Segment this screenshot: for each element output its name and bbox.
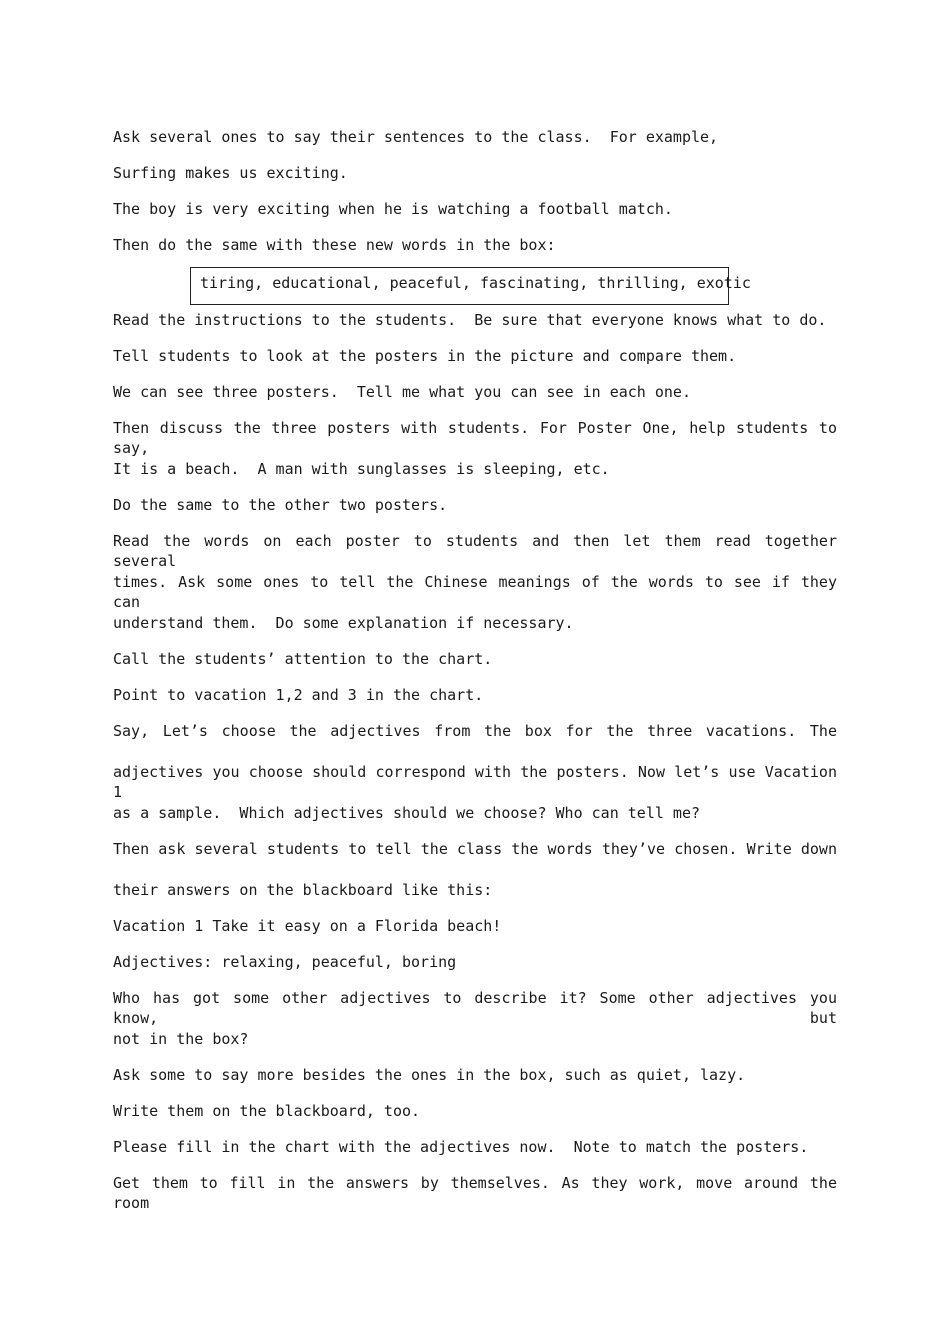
vocabulary-words: tiring, educational, peaceful, fascinating, thrilling, exotic bbox=[200, 274, 751, 292]
text-line: Do the same to the other two posters. bbox=[113, 496, 448, 514]
text-line: Ask some to say more besides the ones in the box, such as quiet, lazy. bbox=[113, 1066, 746, 1084]
text-line: Ask several ones to say their sentences to the class. For example, bbox=[113, 128, 719, 146]
text-line: Say, Let’s choose the adjectives from the box for the three vacations. The bbox=[113, 722, 837, 740]
text-line: Surfing makes us exciting. bbox=[113, 164, 348, 182]
text-line: Get them to fill in the answers by themselves. As they work, move around the room bbox=[113, 1174, 837, 1212]
text-line: Please fill in the chart with the adjectives now. Note to match the posters. bbox=[113, 1138, 809, 1156]
text-line: Call the students’ attention to the chart. bbox=[113, 650, 493, 668]
text-line: Who has got some other adjectives to describe it? Some other adjectives you know, but bbox=[113, 989, 837, 1027]
text-line: Vacation 1 Take it easy on a Florida beach! bbox=[113, 917, 502, 935]
text-line: We can see three posters. Tell me what you can see in each one. bbox=[113, 383, 691, 401]
text-line: understand them. Do some explanation if necessary. bbox=[113, 614, 574, 632]
text-line: their answers on the blackboard like this: bbox=[113, 881, 493, 899]
text-line: adjectives you choose should correspond with the posters. Now let’s use Vacation 1 bbox=[113, 763, 837, 801]
text-line: Read the words on each poster to students and then let them read together several bbox=[113, 532, 837, 570]
text-line: Read the instructions to the students. Be sure that everyone knows what to do. bbox=[113, 311, 827, 329]
text-line: Adjectives: relaxing, peaceful, boring bbox=[113, 953, 457, 971]
text-line: Point to vacation 1,2 and 3 in the chart. bbox=[113, 686, 484, 704]
text-line: times. Ask some ones to tell the Chinese meanings of the words to see if they can bbox=[113, 573, 837, 611]
text-line: Then do the same with these new words in the box: bbox=[113, 236, 556, 254]
text-line: It is a beach. A man with sunglasses is sleeping, etc. bbox=[113, 460, 610, 478]
text-line: Tell students to look at the posters in the picture and compare them. bbox=[113, 347, 737, 365]
text-line: Write them on the blackboard, too. bbox=[113, 1102, 421, 1120]
text-line: not in the box? bbox=[113, 1030, 249, 1048]
vocabulary-word-box bbox=[190, 267, 751, 305]
text-line: The boy is very exciting when he is watching a football match. bbox=[113, 200, 673, 218]
text-line: Then discuss the three posters with students. For Poster One, help students to say, bbox=[113, 419, 837, 457]
text-line: Then ask several students to tell the class the words they’ve chosen. Write down bbox=[113, 840, 837, 858]
text-line: as a sample. Which adjectives should we choose? Who can tell me? bbox=[113, 804, 700, 822]
